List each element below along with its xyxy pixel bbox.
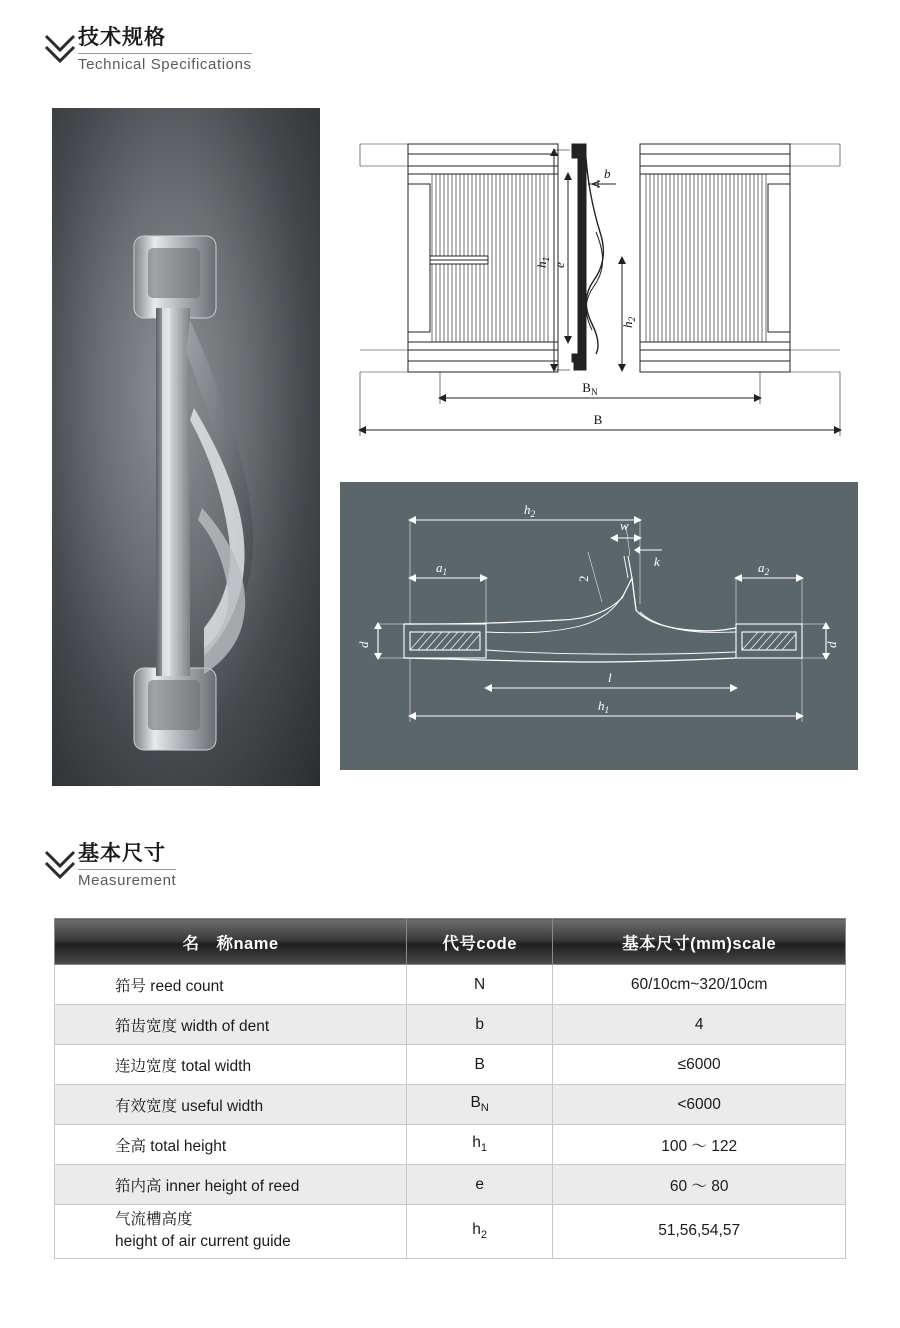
cell-code: N <box>406 965 552 1005</box>
table-body <box>55 965 846 1259</box>
label-BN: $B_N$ <box>582 380 598 398</box>
label-b: b <box>604 166 611 181</box>
header-name: 名 称name <box>55 919 407 965</box>
section-title-en: Technical Specifications <box>78 56 252 73</box>
header-scale: 基本尺寸(mm)scale <box>553 919 846 965</box>
cell-name: 有效宽度 useful width <box>55 1085 407 1125</box>
label-e: e <box>552 262 567 268</box>
label-h1: $h_1$ <box>534 256 552 268</box>
cell-name: 筘号 reed count <box>55 965 407 1005</box>
drawing-top-svg <box>340 108 860 458</box>
double-chevron-icon-2 <box>44 846 78 886</box>
cell-code: b <box>406 1005 552 1045</box>
table-row <box>55 1085 846 1125</box>
cell-name: 筘齿宽度 width of dent <box>55 1005 407 1045</box>
cell-code: $h_1$ <box>406 1125 552 1165</box>
section-title-cn-2: 基本尺寸 <box>78 842 166 865</box>
table-row <box>55 965 846 1005</box>
section-title-en-2: Measurement <box>78 872 177 889</box>
cell-code: e <box>406 1165 552 1205</box>
label-dark-h1: $h_1$ <box>598 698 610 716</box>
table-row <box>55 1045 846 1085</box>
cell-name: 全高 total height <box>55 1125 407 1165</box>
cell-scale: ≤6000 <box>553 1045 846 1085</box>
label-dark-h2: $h_2$ <box>524 502 536 520</box>
table-header-row <box>55 919 846 965</box>
reed-illustration <box>52 108 320 786</box>
table-row <box>55 1125 846 1165</box>
drawing-dark-svg <box>340 482 858 770</box>
label-dark-d-left: d <box>356 641 371 648</box>
label-dark-k: k <box>654 554 660 569</box>
cell-scale: 4 <box>553 1005 846 1045</box>
table-row <box>55 1005 846 1045</box>
label-dark-a2: $a_2$ <box>758 560 770 578</box>
cell-name: 气流槽高度 height of air current guide <box>55 1205 407 1259</box>
heading-rule-2 <box>78 869 176 870</box>
product-photo <box>52 108 320 786</box>
section-heading-measurement <box>44 842 176 890</box>
label-dark-2: 2 <box>576 575 591 582</box>
section-title-cn: 技术规格 <box>78 26 166 49</box>
label-dark-a1: $a_1$ <box>436 560 448 578</box>
specification-table <box>54 918 846 1259</box>
cell-name: 筘内高 inner height of reed <box>55 1165 407 1205</box>
cell-scale: 60/10cm~320/10cm <box>553 965 846 1005</box>
label-dark-w: w <box>620 518 629 533</box>
table-row <box>55 1165 846 1205</box>
cell-code: B <box>406 1045 552 1085</box>
cell-name: 连边宽度 total width <box>55 1045 407 1085</box>
table-row <box>55 1205 846 1259</box>
double-chevron-icon <box>44 30 78 70</box>
specification-table-wrapper <box>54 918 846 1259</box>
drawing-profile-dark <box>340 482 858 770</box>
label-dark-d-right: d <box>824 641 839 648</box>
cell-scale: <6000 <box>553 1085 846 1125</box>
cell-scale: 60 ～ 80 <box>553 1165 846 1205</box>
drawing-front-and-section <box>340 108 860 458</box>
cell-code: $B_N$ <box>406 1085 552 1125</box>
cell-scale: 51,56,54,57 <box>553 1205 846 1259</box>
cell-code: $h_2$ <box>406 1205 552 1259</box>
label-dark-l: l <box>608 670 612 685</box>
section-heading-technical <box>44 26 252 74</box>
label-B: B <box>593 412 603 427</box>
cell-scale: 100 ～ 122 <box>553 1125 846 1165</box>
heading-rule <box>78 53 252 54</box>
label-h2: $h_2$ <box>620 316 638 328</box>
header-code: 代号code <box>406 919 552 965</box>
